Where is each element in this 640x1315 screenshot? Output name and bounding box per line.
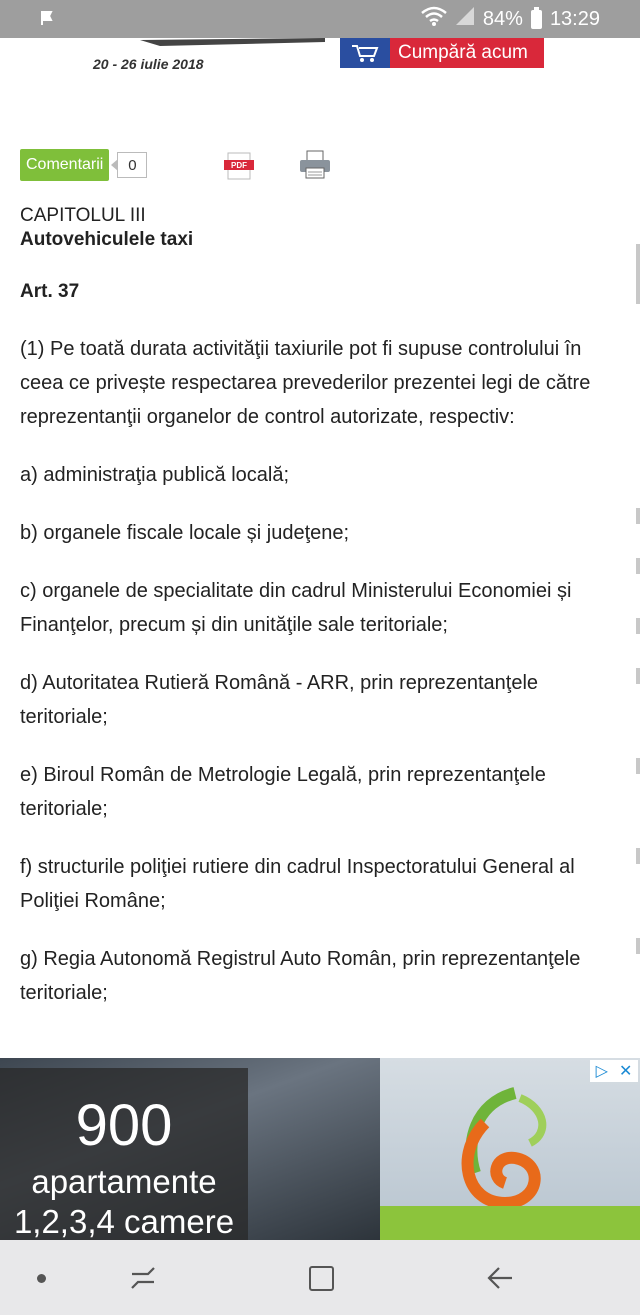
- home-icon[interactable]: [309, 1266, 334, 1291]
- paragraph: [20, 758, 640, 826]
- print-icon[interactable]: [298, 150, 332, 180]
- paragraph: [20, 574, 640, 642]
- event-banner[interactable]: [0, 38, 640, 118]
- article-toolbar: [20, 148, 247, 182]
- ad-choices[interactable]: [590, 1060, 638, 1082]
- ad-close-icon[interactable]: ✕: [619, 1063, 633, 1080]
- wifi-icon: [421, 6, 447, 32]
- paragraph-line: Poliţiei Române;: [20, 890, 166, 912]
- nav-dot-icon[interactable]: [37, 1274, 46, 1283]
- ad-text-panel: [0, 1068, 248, 1240]
- ad-line1: apartamente: [31, 1163, 217, 1200]
- paragraph-line: d) Autoritatea Rutieră Română - ARR, prin reprezentanţele: [20, 672, 539, 694]
- ad-number: 900: [75, 1093, 173, 1158]
- ad-green-strip: [380, 1206, 640, 1240]
- paragraph-line: a) administraţia publică locală;: [20, 464, 290, 486]
- cart-icon: [340, 38, 390, 68]
- paragraph-line: g) Regia Autonomă Registrul Auto Român, prin reprezentanţele: [20, 948, 581, 970]
- ad-logo-icon: [445, 1083, 555, 1213]
- paragraph-line: c) organele de specialitate din cadrul Ministerului Economiei și: [20, 580, 572, 602]
- paragraph: [20, 332, 640, 434]
- recents-icon[interactable]: [128, 1264, 158, 1292]
- paragraph-line: teritoriale;: [20, 706, 108, 728]
- web-page[interactable]: [0, 38, 640, 1058]
- buy-now-label: Cumpără acum: [398, 42, 528, 63]
- back-icon[interactable]: [485, 1264, 515, 1292]
- cell-signal-icon: [455, 6, 475, 32]
- comments-button[interactable]: Comentarii: [20, 149, 109, 181]
- paragraph-line: teritoriale;: [20, 798, 108, 820]
- pdf-icon[interactable]: [223, 152, 255, 180]
- buy-now-button[interactable]: [340, 38, 544, 68]
- paragraph-line: (1) Pe toată durata activităţii taxiurile pot fi supuse controlului în: [20, 338, 582, 360]
- pdf-label: PDF: [231, 161, 247, 170]
- comments-count: 0: [117, 152, 147, 178]
- clock: 13:29: [549, 7, 600, 30]
- paragraph: [20, 850, 640, 918]
- article-number: Art. 37: [20, 281, 80, 302]
- ad-banner[interactable]: [0, 1058, 640, 1240]
- paragraph: [20, 942, 640, 1010]
- ad-line2: 1,2,3,4 camere: [13, 1203, 235, 1240]
- paragraph-line: e) Biroul Român de Metrologie Legală, prin reprezentanţele: [20, 764, 546, 786]
- paragraph-line: f) structurile poliţiei rutiere din cadrul Inspectoratului General al: [20, 856, 575, 878]
- paragraph-line: teritoriale;: [20, 982, 108, 1004]
- status-bar: [0, 0, 640, 38]
- battery-icon: [531, 10, 542, 29]
- paragraph-line: b) organele fiscale locale și judeţene;: [20, 522, 350, 544]
- paragraph: [20, 516, 640, 550]
- scroll-indicator: [636, 38, 640, 1058]
- banner-graphic: [140, 38, 325, 46]
- battery-percent: 84%: [482, 7, 523, 30]
- navigation-bar: [0, 1240, 640, 1315]
- chapter-title: Autovehiculele taxi: [20, 229, 194, 250]
- article-body: [20, 204, 640, 1010]
- paragraph-line: ceea ce privește respectarea prevederilor prezentei legi de către: [20, 372, 591, 394]
- status-right: [421, 6, 600, 32]
- paragraph-line: Finanţelor, precum și din unităţile sale teritoriale;: [20, 614, 448, 636]
- banner-date: 20 - 26 iulie 2018: [93, 56, 204, 72]
- ad-play-icon[interactable]: ▷: [595, 1063, 608, 1080]
- paragraph: [20, 666, 640, 734]
- chapter-label: CAPITOLUL III: [20, 205, 146, 226]
- paragraph-line: reprezentanţii organelor de control autorizate, respectiv:: [20, 406, 515, 428]
- notification-flag-icon: [40, 10, 54, 31]
- paragraph: [20, 458, 640, 492]
